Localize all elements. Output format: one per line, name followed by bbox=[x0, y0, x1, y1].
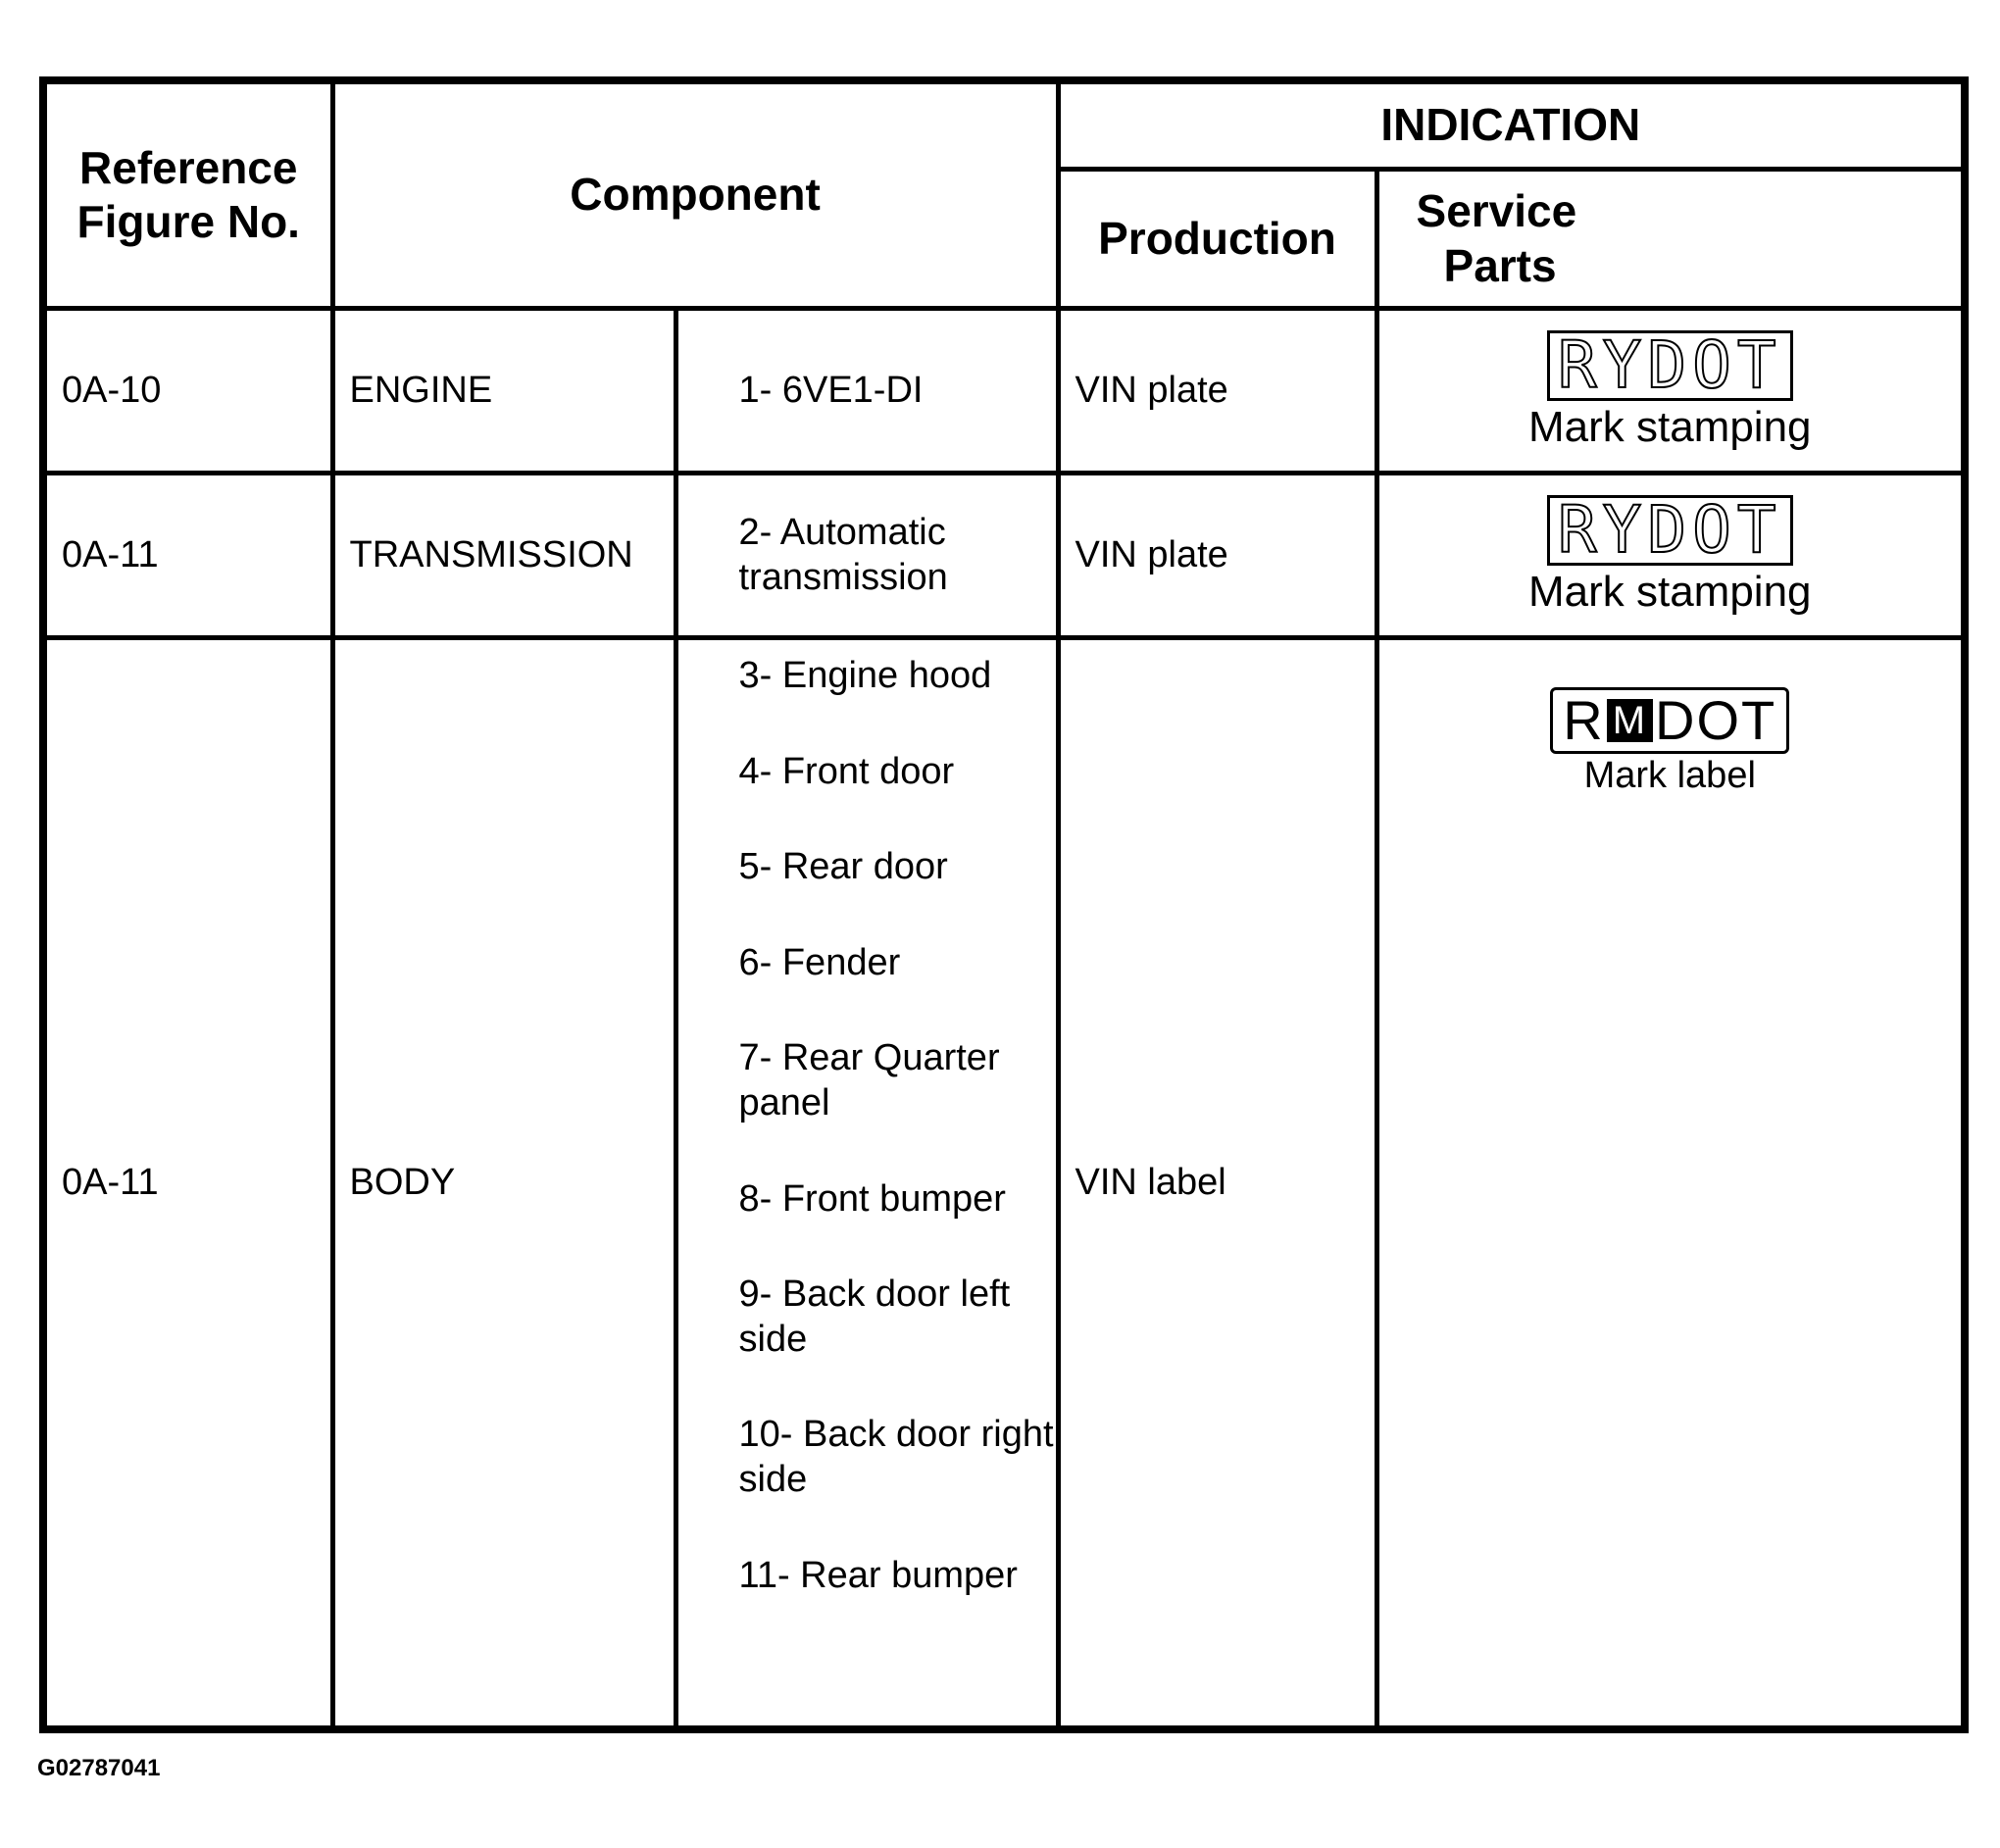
reference-table bbox=[39, 76, 1969, 1733]
label-mark-left: R bbox=[1563, 689, 1605, 751]
service-caption: Mark stamping bbox=[1527, 402, 1812, 451]
item-list bbox=[739, 654, 1056, 1598]
table-row bbox=[43, 474, 1965, 638]
service-parts-cell bbox=[1376, 638, 1965, 1730]
list-item: 11- Rear bumper bbox=[738, 1554, 1018, 1596]
figure-id: G02787041 bbox=[37, 1755, 161, 1781]
list-item: 6- Fender bbox=[738, 941, 901, 983]
component-cell: ENGINE bbox=[332, 309, 675, 474]
production-cell: VIN label bbox=[1058, 638, 1376, 1730]
item-cell bbox=[675, 309, 1058, 474]
table-row bbox=[43, 638, 1965, 1730]
list-item: 4- Front door bbox=[738, 750, 955, 792]
production-cell: VIN plate bbox=[1058, 309, 1376, 474]
header-service-line1: Service bbox=[1416, 185, 1577, 237]
header-reference-figure bbox=[43, 80, 332, 309]
item-label: 2- Automatic transmission bbox=[738, 511, 948, 598]
list-item: 10- Back door right side bbox=[738, 1414, 1054, 1500]
list-item: 9- Back door left side bbox=[738, 1274, 1011, 1360]
item-list-cell bbox=[675, 638, 1058, 1730]
production-cell: VIN plate bbox=[1058, 474, 1376, 638]
header-ref-line2: Figure No. bbox=[76, 196, 300, 247]
component-cell: TRANSMISSION bbox=[332, 474, 675, 638]
list-item: 3- Engine hood bbox=[738, 655, 992, 696]
ref-cell: 0A-11 bbox=[43, 638, 332, 1730]
stamp-mark-icon: RYDOT bbox=[1547, 495, 1793, 566]
stamp-mark-icon: RYDOT bbox=[1547, 330, 1793, 401]
component-cell: BODY bbox=[332, 638, 675, 1730]
reference-table-frame bbox=[39, 76, 1961, 1733]
label-mark-icon bbox=[1550, 687, 1789, 754]
service-parts-cell bbox=[1376, 309, 1965, 474]
header-indication: INDICATION bbox=[1058, 80, 1965, 170]
header-component: Component bbox=[332, 80, 1058, 309]
service-parts-cell bbox=[1376, 474, 1965, 638]
header-ref-line1: Reference bbox=[79, 141, 298, 193]
list-item: 8- Front bumper bbox=[738, 1177, 1006, 1220]
label-mark-inverted: M bbox=[1607, 699, 1653, 742]
service-caption: Mark label bbox=[1583, 755, 1756, 796]
header-service-parts bbox=[1376, 170, 1965, 309]
item-label: 1- 6VE1-DI bbox=[738, 369, 924, 411]
list-item: 7- Rear Quarter panel bbox=[738, 1037, 1000, 1124]
service-caption: Mark stamping bbox=[1527, 567, 1812, 616]
header-production: Production bbox=[1058, 170, 1376, 309]
ref-cell: 0A-11 bbox=[43, 474, 332, 638]
label-mark-right: DOT bbox=[1655, 689, 1777, 751]
item-cell bbox=[675, 474, 1058, 638]
ref-cell: 0A-10 bbox=[43, 309, 332, 474]
table-row bbox=[43, 309, 1965, 474]
list-item: 5- Rear door bbox=[738, 846, 948, 888]
header-service-line2: Parts bbox=[1443, 239, 1557, 291]
